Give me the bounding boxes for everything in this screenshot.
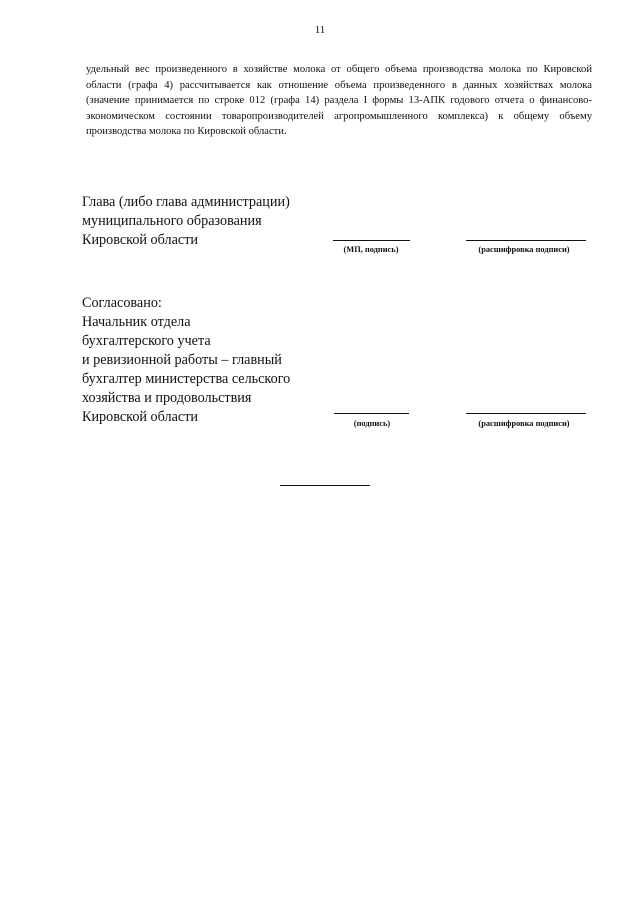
head-caption-transcript: (расшифровка подписи): [478, 245, 570, 254]
approval-line-3: бухгалтерского учета: [82, 333, 211, 349]
end-of-document-line: [280, 485, 370, 486]
head-transcript-line: [466, 240, 586, 241]
approval-caption-transcript: (расшифровка подписи): [478, 419, 570, 428]
approval-signature-line: [334, 413, 409, 414]
head-title-line-3: Кировской области: [82, 232, 198, 248]
head-caption-stamp-signature: (МП, подпись): [343, 245, 399, 254]
head-title-line-2: муниципального образования: [82, 213, 262, 229]
head-title-line-1: Глава (либо глава администрации): [82, 194, 290, 210]
body-paragraph: удельный вес произведенного в хозяйстве молока от общего объема производства молока по Кировской области (графа 4) рассчитывается как отношение объема произведенного в данных хозяйствах молока (значение принимается по строке 012 (графа 14) раздела I формы 13-АПК годового отчета о финансово-экономическом состоянии товаропроизводителей агропромышленного комплекса) к общему объему производства молока по Кировской области.: [86, 64, 592, 137]
approval-line-1: Согласовано:: [82, 295, 162, 311]
page-number: 11: [314, 24, 326, 36]
approval-line-7: Кировской области: [82, 409, 198, 425]
approval-line-5: бухгалтер министерства сельского: [82, 371, 291, 387]
approval-signature-block: [82, 294, 290, 427]
head-signature-line: [333, 240, 410, 241]
approval-line-2: Начальник отдела: [82, 314, 191, 330]
approval-line-4: и ревизионной работы – главный: [82, 352, 282, 368]
approval-caption-signature: (подпись): [353, 419, 391, 428]
approval-transcript-line: [466, 413, 586, 414]
head-signature-block: [82, 193, 290, 250]
approval-line-6: хозяйства и продовольствия: [82, 390, 252, 406]
